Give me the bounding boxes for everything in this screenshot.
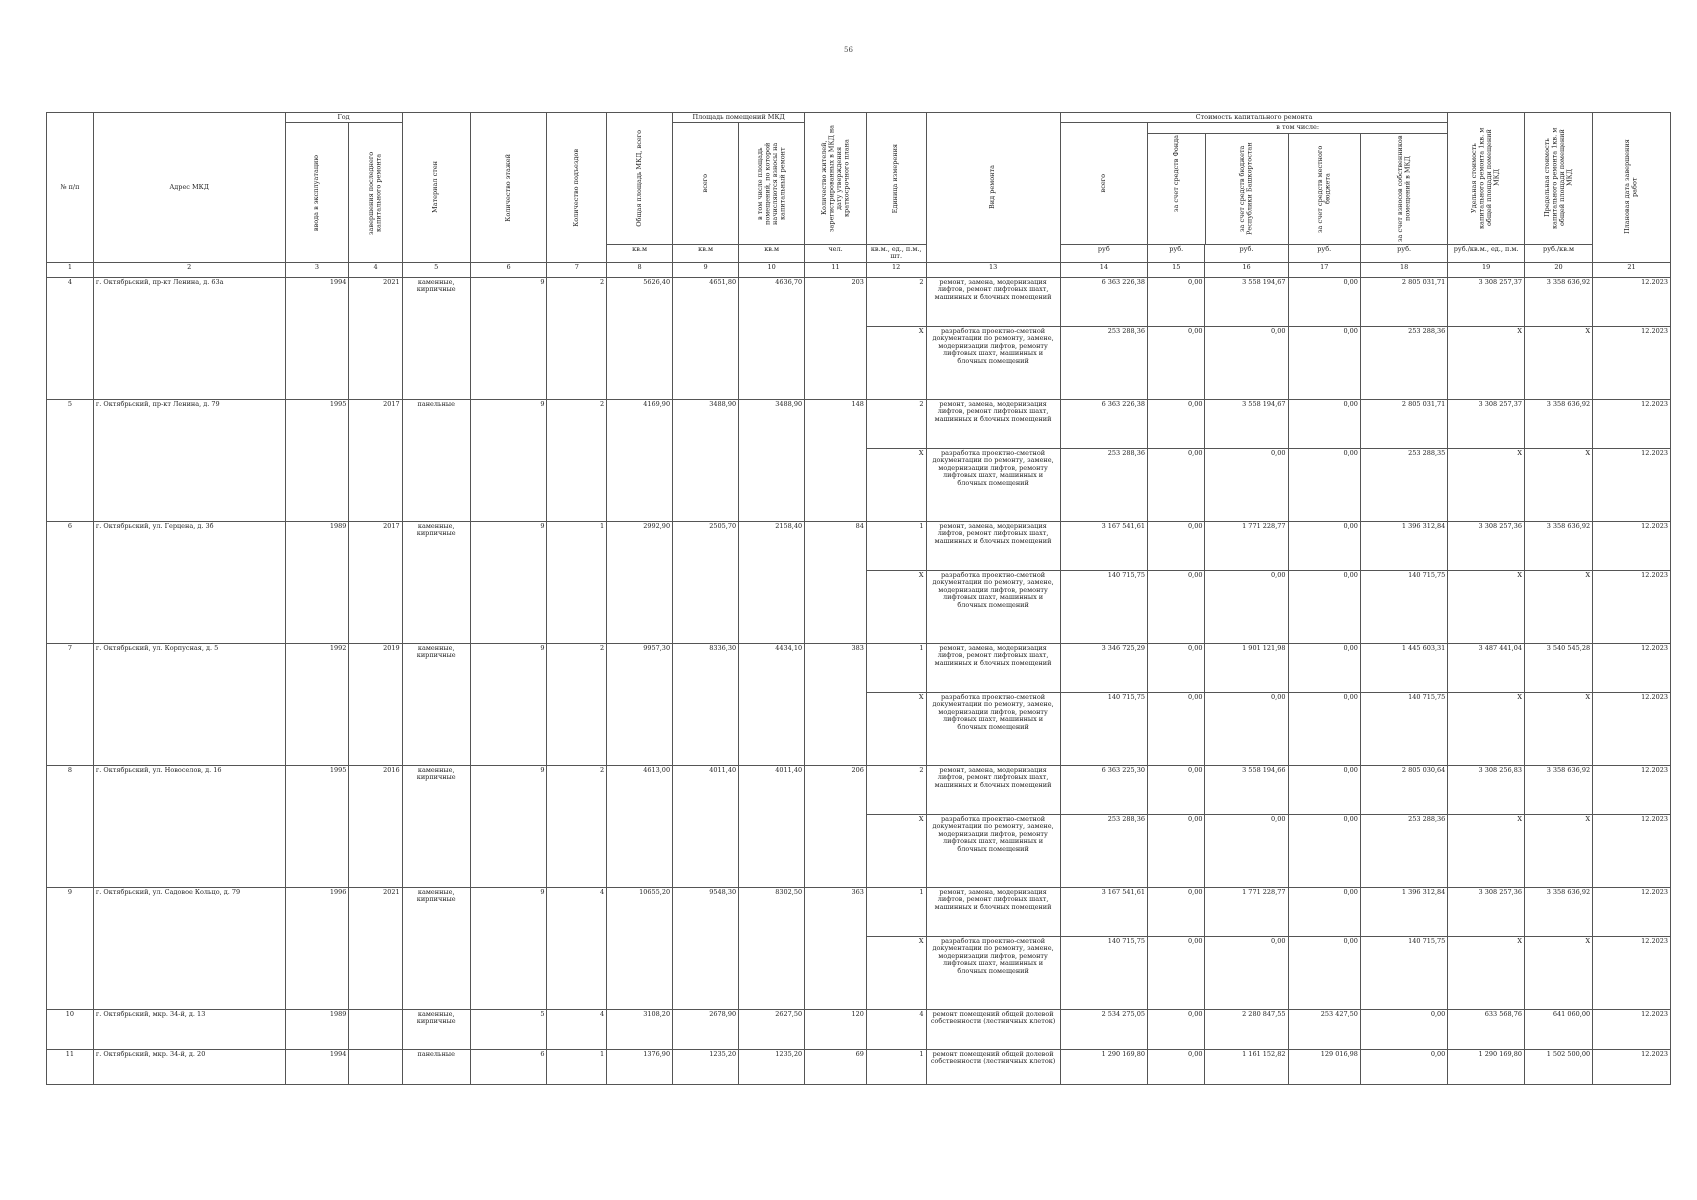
cell-year-repair: 2017 <box>349 521 402 643</box>
cell-cost-republic: 3 558 194,66 <box>1205 765 1288 814</box>
cell-cost-owners: 1 445 603,31 <box>1360 643 1447 692</box>
cell-floors: 9 <box>470 521 547 643</box>
cell-cost-owners: 0,00 <box>1360 1049 1447 1084</box>
cell-cost-fund: 0,00 <box>1147 814 1205 887</box>
table-row <box>47 765 1671 814</box>
cell-premises-area: 1235,20 <box>673 1049 739 1084</box>
cell-cost-local: 0,00 <box>1288 814 1360 887</box>
unit-cell: руб./кв.м., ед., п.м. <box>1448 244 1525 262</box>
cell-deadline: 12.2023 <box>1593 448 1671 521</box>
cell-cost-total: 3 346 725,29 <box>1060 643 1147 692</box>
cell-deadline: 12.2023 <box>1593 1009 1671 1049</box>
cell-year-repair <box>349 1009 402 1049</box>
cell-cost-total: 2 534 275,05 <box>1060 1009 1147 1049</box>
cell-floors: 9 <box>470 765 547 887</box>
unit-cell: руб./кв.м <box>1524 244 1592 262</box>
cell-unit: 1 <box>866 1049 926 1084</box>
cell-work-type: ремонт, замена, модернизация лифтов, ремонт лифтовых шахт, машинных и блочных помещений <box>926 399 1060 448</box>
cell-specific-cost: X <box>1448 326 1525 399</box>
cell-cost-total: 1 290 169,80 <box>1060 1049 1147 1084</box>
cell-max-cost: X <box>1524 326 1592 399</box>
cell-cost-owners: 253 288,36 <box>1360 326 1447 399</box>
cell-specific-cost: 3 308 257,36 <box>1448 887 1525 936</box>
cell-private-area: 4011,40 <box>739 765 805 887</box>
cell-specific-cost: 633 568,76 <box>1448 1009 1525 1049</box>
cell-address: г. Октябрьский, ул. Новоселов, д. 16 <box>93 765 285 887</box>
cell-residents: 69 <box>805 1049 867 1084</box>
cell-cost-republic: 1 161 152,82 <box>1205 1049 1288 1084</box>
cell-specific-cost: X <box>1448 448 1525 521</box>
cell-material: каменные, кирпичные <box>402 277 470 399</box>
cell-total-area: 2992,90 <box>607 521 673 643</box>
col-max-cost: Предельная стоимость капитального ремонта 1кв. м общей площади помещений МКД <box>1524 113 1592 245</box>
cell-private-area: 2158,40 <box>739 521 805 643</box>
index-cell: 6 <box>470 262 547 277</box>
cell-total-area: 10655,20 <box>607 887 673 1009</box>
cell-cost-fund: 0,00 <box>1147 1049 1205 1084</box>
cell-cost-republic: 3 558 194,67 <box>1205 277 1288 326</box>
cell-max-cost: X <box>1524 692 1592 765</box>
col-wall-material: Материал стен <box>402 113 470 263</box>
unit-cell: руб. <box>1205 244 1288 262</box>
col-year-last-repair: завершения последнего капитального ремонта <box>349 123 402 262</box>
cell-max-cost: 641 060,00 <box>1524 1009 1592 1049</box>
cell-floors: 5 <box>470 1009 547 1049</box>
cell-cost-republic: 0,00 <box>1205 936 1288 1009</box>
col-cost-group: Стоимость капитального ремонта <box>1060 113 1448 123</box>
index-cell: 15 <box>1147 262 1205 277</box>
cell-cost-fund: 0,00 <box>1147 643 1205 692</box>
cell-cost-total: 253 288,36 <box>1060 814 1147 887</box>
cell-floors: 6 <box>470 1049 547 1084</box>
cell-unit: X <box>866 692 926 765</box>
col-address: Адрес МКД <box>93 113 285 263</box>
col-entrances: Количество подъездов <box>547 113 607 263</box>
cell-cost-republic: 0,00 <box>1205 570 1288 643</box>
cell-specific-cost: X <box>1448 692 1525 765</box>
cell-max-cost: 1 502 500,00 <box>1524 1049 1592 1084</box>
cell-work-type: разработка проектно-сметной документации по ремонту, замене, модернизации лифтов, ремонту лифтовых шахт, машинных и блочных помещений <box>926 692 1060 765</box>
cell-cost-fund: 0,00 <box>1147 887 1205 936</box>
cell-cost-owners: 2 805 031,71 <box>1360 277 1447 326</box>
cell-entrances: 2 <box>547 399 607 521</box>
cell-address: г. Октябрьский, ул. Герцена, д. 3б <box>93 521 285 643</box>
cell-cost-republic: 1 771 228,77 <box>1205 887 1288 936</box>
cell-specific-cost: 3 487 441,04 <box>1448 643 1525 692</box>
cell-no: 5 <box>47 399 94 521</box>
cell-max-cost: 3 358 636,92 <box>1524 765 1592 814</box>
index-cell: 1 <box>47 262 94 277</box>
column-index-row <box>47 262 1671 277</box>
cell-work-type: ремонт помещений общей долевой собственности (лестничных клеток) <box>926 1049 1060 1084</box>
cell-cost-total: 253 288,36 <box>1060 448 1147 521</box>
cell-cost-total: 6 363 226,38 <box>1060 399 1147 448</box>
index-cell: 18 <box>1360 262 1447 277</box>
cell-residents: 206 <box>805 765 867 887</box>
cell-cost-local: 0,00 <box>1288 570 1360 643</box>
index-cell: 10 <box>739 262 805 277</box>
cell-work-type: ремонт, замена, модернизация лифтов, ремонт лифтовых шахт, машинных и блочных помещений <box>926 643 1060 692</box>
cell-unit: 1 <box>866 521 926 570</box>
cell-work-type: разработка проектно-сметной документации по ремонту, замене, модернизации лифтов, ремонту лифтовых шахт, машинных и блочных помещений <box>926 814 1060 887</box>
col-no: № п/п <box>47 113 94 263</box>
cell-year-built: 1989 <box>285 1009 349 1049</box>
cell-cost-owners: 1 396 312,84 <box>1360 887 1447 936</box>
cell-year-repair <box>349 1049 402 1084</box>
index-cell: 8 <box>607 262 673 277</box>
cell-cost-fund: 0,00 <box>1147 326 1205 399</box>
cell-specific-cost: 1 290 169,80 <box>1448 1049 1525 1084</box>
cell-cost-total: 140 715,75 <box>1060 936 1147 1009</box>
cell-year-repair: 2021 <box>349 277 402 399</box>
cell-cost-fund: 0,00 <box>1147 277 1205 326</box>
col-work-type: Вид ремонта <box>926 113 1060 263</box>
cell-private-area: 3488,90 <box>739 399 805 521</box>
cell-material: каменные, кирпичные <box>402 1009 470 1049</box>
cell-entrances: 4 <box>547 887 607 1009</box>
cell-cost-fund: 0,00 <box>1147 936 1205 1009</box>
col-floors: Количество этажей <box>470 113 547 263</box>
cell-cost-republic: 0,00 <box>1205 814 1288 887</box>
cell-material: панельные <box>402 1049 470 1084</box>
cell-specific-cost: X <box>1448 814 1525 887</box>
cell-cost-total: 6 363 225,30 <box>1060 765 1147 814</box>
table-row <box>47 277 1671 326</box>
cell-unit: X <box>866 814 926 887</box>
col-cost-owners: за счет взносов собственников помещений в МКД <box>1395 135 1412 243</box>
unit-cell: руб. <box>1360 244 1447 262</box>
cell-cost-fund: 0,00 <box>1147 570 1205 643</box>
table-row <box>47 643 1671 692</box>
cell-private-area: 8302,50 <box>739 887 805 1009</box>
cell-material: панельные <box>402 399 470 521</box>
col-residents: Количество жителей, зарегистрированных в МКД на дату утверждения краткосрочного плана <box>805 113 867 245</box>
cell-no: 10 <box>47 1009 94 1049</box>
col-total-area: Общая площадь МКД, всего <box>607 113 673 245</box>
cell-cost-republic: 2 280 847,55 <box>1205 1009 1288 1049</box>
index-cell: 21 <box>1593 262 1671 277</box>
cell-total-area: 5626,40 <box>607 277 673 399</box>
cell-residents: 383 <box>805 643 867 765</box>
cell-cost-republic: 0,00 <box>1205 692 1288 765</box>
cell-specific-cost: X <box>1448 936 1525 1009</box>
index-cell: 12 <box>866 262 926 277</box>
cell-year-built: 1994 <box>285 277 349 399</box>
unit-cell: руб <box>1060 244 1147 262</box>
table-row <box>47 399 1671 448</box>
cell-cost-republic: 3 558 194,67 <box>1205 399 1288 448</box>
cell-cost-owners: 253 288,35 <box>1360 448 1447 521</box>
cell-address: г. Октябрьский, ул. Садовое Кольцо, д. 79 <box>93 887 285 1009</box>
cell-entrances: 2 <box>547 643 607 765</box>
cell-unit: X <box>866 448 926 521</box>
cell-premises-area: 2505,70 <box>673 521 739 643</box>
cell-floors: 9 <box>470 643 547 765</box>
col-deadline: Плановая дата завершения работ <box>1593 113 1671 263</box>
unit-cell: кв.м., ед., п.м., шт. <box>866 244 926 262</box>
cell-residents: 148 <box>805 399 867 521</box>
cell-cost-local: 0,00 <box>1288 448 1360 521</box>
index-cell: 16 <box>1205 262 1288 277</box>
cell-cost-total: 3 167 541,61 <box>1060 887 1147 936</box>
col-year-commissioned: ввода в эксплуатацию <box>285 123 349 262</box>
cell-material: каменные, кирпичные <box>402 521 470 643</box>
cell-cost-fund: 0,00 <box>1147 399 1205 448</box>
cell-unit: 2 <box>866 399 926 448</box>
cell-cost-fund: 0,00 <box>1147 521 1205 570</box>
index-cell: 13 <box>926 262 1060 277</box>
capital-repair-plan-table <box>46 112 1671 1085</box>
cell-premises-area: 4011,40 <box>673 765 739 887</box>
cell-year-built: 1996 <box>285 887 349 1009</box>
cell-cost-local: 0,00 <box>1288 643 1360 692</box>
cell-address: г. Октябрьский, мкр. 34-й, д. 20 <box>93 1049 285 1084</box>
index-cell: 11 <box>805 262 867 277</box>
cell-entrances: 1 <box>547 1049 607 1084</box>
cell-max-cost: X <box>1524 936 1592 1009</box>
cell-floors: 9 <box>470 887 547 1009</box>
cell-unit: X <box>866 326 926 399</box>
cell-address: г. Октябрьский, ул. Корпусная, д. 5 <box>93 643 285 765</box>
cell-cost-local: 0,00 <box>1288 399 1360 448</box>
cell-year-built: 1994 <box>285 1049 349 1084</box>
unit-cell: руб. <box>1147 244 1205 262</box>
cell-specific-cost: 3 308 257,37 <box>1448 399 1525 448</box>
cell-cost-local: 0,00 <box>1288 521 1360 570</box>
cell-work-type: разработка проектно-сметной документации по ремонту, замене, модернизации лифтов, ремонту лифтовых шахт, машинных и блочных помещений <box>926 570 1060 643</box>
cell-deadline: 12.2023 <box>1593 936 1671 1009</box>
cell-cost-owners: 140 715,75 <box>1360 936 1447 1009</box>
cell-deadline: 12.2023 <box>1593 692 1671 765</box>
cell-residents: 363 <box>805 887 867 1009</box>
cell-private-area: 2627,50 <box>739 1009 805 1049</box>
cell-total-area: 9957,30 <box>607 643 673 765</box>
table-row <box>47 887 1671 936</box>
cell-deadline: 12.2023 <box>1593 814 1671 887</box>
col-cost-local: за счет средств местного бюджета <box>1288 134 1360 244</box>
cell-cost-owners: 2 805 031,71 <box>1360 399 1447 448</box>
cell-cost-owners: 253 288,36 <box>1360 814 1447 887</box>
cell-cost-fund: 0,00 <box>1147 1009 1205 1049</box>
cell-total-area: 1376,90 <box>607 1049 673 1084</box>
cell-cost-republic: 1 771 228,77 <box>1205 521 1288 570</box>
cell-cost-republic: 0,00 <box>1205 326 1288 399</box>
cell-specific-cost: X <box>1448 570 1525 643</box>
index-cell: 20 <box>1524 262 1592 277</box>
cell-cost-total: 253 288,36 <box>1060 326 1147 399</box>
cell-cost-total: 140 715,75 <box>1060 570 1147 643</box>
header-row-1 <box>47 113 1671 123</box>
cell-unit: 1 <box>866 887 926 936</box>
cell-material: каменные, кирпичные <box>402 765 470 887</box>
unit-cell: руб. <box>1288 244 1360 262</box>
cell-cost-total: 3 167 541,61 <box>1060 521 1147 570</box>
cell-premises-area: 3488,90 <box>673 399 739 521</box>
cell-specific-cost: 3 308 257,37 <box>1448 277 1525 326</box>
cell-work-type: разработка проектно-сметной документации по ремонту, замене, модернизации лифтов, ремонту лифтовых шахт, машинных и блочных помещений <box>926 448 1060 521</box>
index-cell: 19 <box>1448 262 1525 277</box>
table-row <box>47 1009 1671 1049</box>
cell-deadline: 12.2023 <box>1593 643 1671 692</box>
cell-max-cost: X <box>1524 448 1592 521</box>
cell-cost-local: 0,00 <box>1288 277 1360 326</box>
cell-entrances: 2 <box>547 277 607 399</box>
col-premises-total: всего <box>673 123 739 244</box>
unit-cell: кв.м <box>607 244 673 262</box>
cell-material: каменные, кирпичные <box>402 643 470 765</box>
cell-cost-local: 0,00 <box>1288 692 1360 765</box>
cell-premises-area: 8336,30 <box>673 643 739 765</box>
unit-cell: чел. <box>805 244 867 262</box>
cell-specific-cost: 3 308 257,36 <box>1448 521 1525 570</box>
col-premises-group: Площадь помещений МКД <box>673 113 805 123</box>
cell-max-cost: 3 358 636,92 <box>1524 887 1592 936</box>
col-year-group: Год <box>285 113 402 123</box>
cell-year-repair: 2016 <box>349 765 402 887</box>
cell-deadline: 12.2023 <box>1593 399 1671 448</box>
cell-no: 8 <box>47 765 94 887</box>
cell-no: 11 <box>47 1049 94 1084</box>
cell-cost-fund: 0,00 <box>1147 692 1205 765</box>
index-cell: 14 <box>1060 262 1147 277</box>
cell-cost-local: 0,00 <box>1288 887 1360 936</box>
page-number: 56 <box>844 46 853 54</box>
table-row <box>47 1049 1671 1084</box>
cell-cost-owners: 1 396 312,84 <box>1360 521 1447 570</box>
cell-specific-cost: 3 308 256,83 <box>1448 765 1525 814</box>
cell-address: г. Октябрьский, пр-кт Ленина, д. 63а <box>93 277 285 399</box>
cell-private-area: 4434,10 <box>739 643 805 765</box>
cell-year-built: 1992 <box>285 643 349 765</box>
table-body <box>47 277 1671 1084</box>
cell-cost-owners: 140 715,75 <box>1360 692 1447 765</box>
cell-entrances: 1 <box>547 521 607 643</box>
cell-total-area: 4613,00 <box>607 765 673 887</box>
cell-deadline: 12.2023 <box>1593 1049 1671 1084</box>
cell-no: 6 <box>47 521 94 643</box>
cell-max-cost: 3 358 636,92 <box>1524 521 1592 570</box>
cell-cost-republic: 1 901 121,98 <box>1205 643 1288 692</box>
cell-unit: 2 <box>866 765 926 814</box>
index-cell: 3 <box>285 262 349 277</box>
cell-cost-local: 0,00 <box>1288 326 1360 399</box>
cell-no: 4 <box>47 277 94 399</box>
cell-residents: 203 <box>805 277 867 399</box>
cell-deadline: 12.2023 <box>1593 277 1671 326</box>
cell-material: каменные, кирпичные <box>402 887 470 1009</box>
col-premises-private: в том числе площадь помещений, по которой начисляются взносы на капитальный ремонт <box>739 123 805 244</box>
cell-unit: X <box>866 570 926 643</box>
col-unit: Единица измерения <box>866 113 926 245</box>
cell-cost-owners: 2 805 030,64 <box>1360 765 1447 814</box>
cell-premises-area: 2678,90 <box>673 1009 739 1049</box>
cell-deadline: 12.2023 <box>1593 765 1671 814</box>
cell-unit: 1 <box>866 643 926 692</box>
cell-cost-total: 6 363 226,38 <box>1060 277 1147 326</box>
cell-unit: 4 <box>866 1009 926 1049</box>
index-cell: 2 <box>93 262 285 277</box>
cell-residents: 84 <box>805 521 867 643</box>
cell-deadline: 12.2023 <box>1593 326 1671 399</box>
cell-work-type: ремонт помещений общей долевой собственности (лестничных клеток) <box>926 1009 1060 1049</box>
col-cost-fund: за счет средств Фонда <box>1148 134 1205 244</box>
cell-cost-fund: 0,00 <box>1147 448 1205 521</box>
cell-year-repair: 2021 <box>349 887 402 1009</box>
cell-work-type: ремонт, замена, модернизация лифтов, ремонт лифтовых шахт, машинных и блочных помещений <box>926 277 1060 326</box>
col-specific-cost: Удельная стоимость капитального ремонта 1кв. м общей площади помещений МКД <box>1448 113 1525 245</box>
cell-cost-local: 0,00 <box>1288 936 1360 1009</box>
cell-no: 7 <box>47 643 94 765</box>
cell-no: 9 <box>47 887 94 1009</box>
cell-deadline: 12.2023 <box>1593 521 1671 570</box>
cell-premises-area: 9548,30 <box>673 887 739 1009</box>
cell-work-type: разработка проектно-сметной документации по ремонту, замене, модернизации лифтов, ремонту лифтовых шахт, машинных и блочных помещений <box>926 326 1060 399</box>
cell-cost-local: 253 427,50 <box>1288 1009 1360 1049</box>
cell-work-type: ремонт, замена, модернизация лифтов, ремонт лифтовых шахт, машинных и блочных помещений <box>926 765 1060 814</box>
cell-unit: X <box>866 936 926 1009</box>
cell-deadline: 12.2023 <box>1593 570 1671 643</box>
cell-work-type: ремонт, замена, модернизация лифтов, ремонт лифтовых шахт, машинных и блочных помещений <box>926 887 1060 936</box>
index-cell: 4 <box>349 262 402 277</box>
cell-max-cost: 3 358 636,92 <box>1524 399 1592 448</box>
cell-cost-owners: 140 715,75 <box>1360 570 1447 643</box>
cell-cost-republic: 0,00 <box>1205 448 1288 521</box>
col-cost-total: всего <box>1060 123 1147 244</box>
index-cell: 9 <box>673 262 739 277</box>
cell-deadline: 12.2023 <box>1593 887 1671 936</box>
cell-cost-total: 140 715,75 <box>1060 692 1147 765</box>
index-cell: 5 <box>402 262 470 277</box>
cell-address: г. Октябрьский, мкр. 34-й, д. 13 <box>93 1009 285 1049</box>
cell-max-cost: 3 540 545,28 <box>1524 643 1592 692</box>
index-cell: 7 <box>547 262 607 277</box>
cell-cost-fund: 0,00 <box>1147 765 1205 814</box>
unit-cell: кв.м <box>739 244 805 262</box>
cell-cost-local: 0,00 <box>1288 765 1360 814</box>
cell-year-repair: 2017 <box>349 399 402 521</box>
cell-year-built: 1995 <box>285 399 349 521</box>
cell-cost-local: 129 016,98 <box>1288 1049 1360 1084</box>
cell-residents: 120 <box>805 1009 867 1049</box>
cell-premises-area: 4651,80 <box>673 277 739 399</box>
cell-work-type: ремонт, замена, модернизация лифтов, ремонт лифтовых шахт, машинных и блочных помещений <box>926 521 1060 570</box>
cell-year-built: 1989 <box>285 521 349 643</box>
cell-floors: 9 <box>470 277 547 399</box>
cell-max-cost: X <box>1524 570 1592 643</box>
index-cell: 17 <box>1288 262 1360 277</box>
cell-year-repair: 2019 <box>349 643 402 765</box>
cell-address: г. Октябрьский, пр-кт Ленина, д. 79 <box>93 399 285 521</box>
cell-year-built: 1995 <box>285 765 349 887</box>
cell-max-cost: X <box>1524 814 1592 887</box>
cell-floors: 9 <box>470 399 547 521</box>
cell-cost-owners: 0,00 <box>1360 1009 1447 1049</box>
cell-work-type: разработка проектно-сметной документации по ремонту, замене, модернизации лифтов, ремонту лифтовых шахт, машинных и блочных помещений <box>926 936 1060 1009</box>
cell-total-area: 3108,20 <box>607 1009 673 1049</box>
col-cost-republic: за счет средств бюджета Республики Башкортостан <box>1205 134 1288 244</box>
cell-total-area: 4169,90 <box>607 399 673 521</box>
cell-private-area: 4636,70 <box>739 277 805 399</box>
cell-max-cost: 3 358 636,92 <box>1524 277 1592 326</box>
cell-entrances: 2 <box>547 765 607 887</box>
table-row <box>47 521 1671 570</box>
cell-private-area: 1235,20 <box>739 1049 805 1084</box>
unit-cell: кв.м <box>673 244 739 262</box>
col-including: в том числе: за счет средств Фонда за счет средств бюджета Республики Башкортостан за счет средств местного бюджета за счет взносов собственников помещений в МКД <box>1147 123 1447 244</box>
cell-entrances: 4 <box>547 1009 607 1049</box>
cell-unit: 2 <box>866 277 926 326</box>
